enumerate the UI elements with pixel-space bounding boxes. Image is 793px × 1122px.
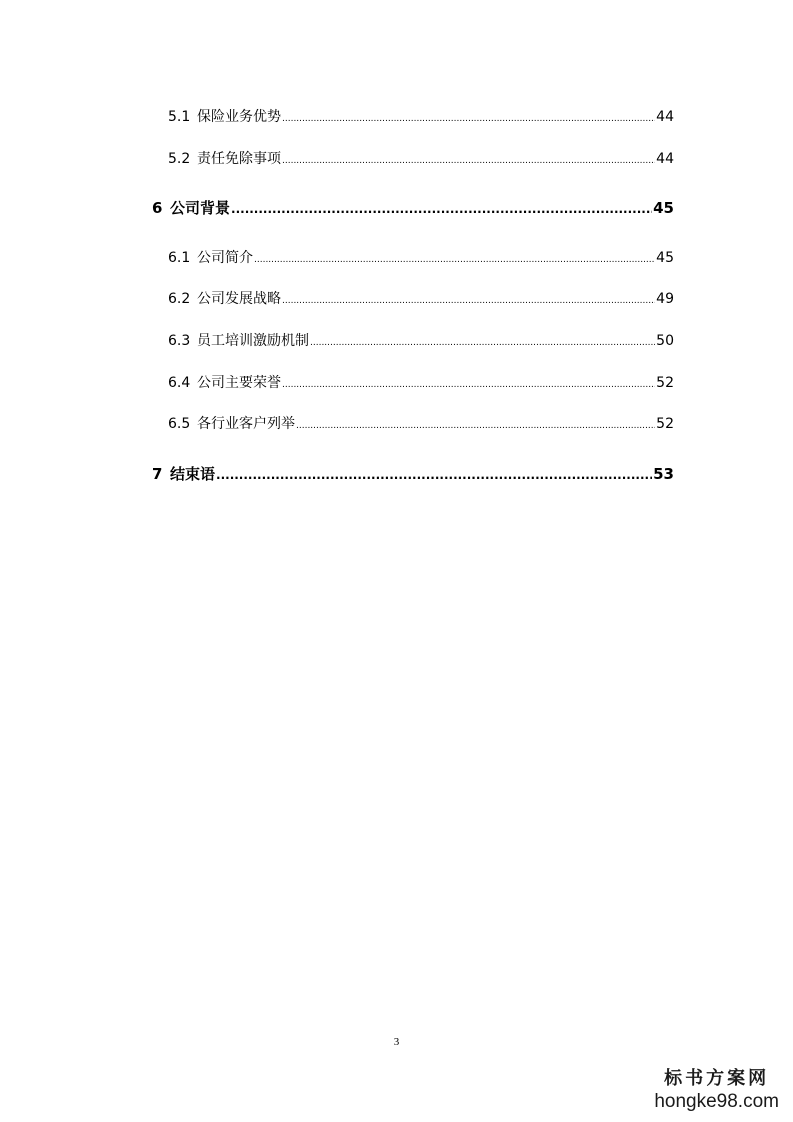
- toc-entry-number: 6: [152, 199, 163, 217]
- toc-entry[interactable]: [168, 148, 674, 170]
- toc-dot-leader: [231, 197, 652, 220]
- toc-chapter-entry[interactable]: [152, 463, 674, 485]
- toc-entry-page: 52: [656, 416, 674, 432]
- toc-entry-title: 责任免除事项: [197, 151, 281, 167]
- toc-entry-title: 结束语: [170, 465, 216, 483]
- toc-entry-title: 公司简介: [197, 250, 253, 266]
- toc-entry-title: 公司主要荣誉: [197, 375, 281, 391]
- toc-dot-leader: [310, 330, 655, 354]
- toc-dot-leader: [282, 372, 655, 396]
- toc-dot-leader: [296, 413, 655, 437]
- toc-entry-page: 44: [656, 109, 674, 125]
- watermark-domain-text: hongke98.com: [654, 1091, 779, 1112]
- page-number: 3: [393, 1036, 400, 1048]
- watermark-chinese-text: 标书方案网: [664, 1068, 770, 1089]
- toc-entry-title: 员工培训激励机制: [197, 333, 309, 349]
- toc-dot-leader: [216, 463, 652, 486]
- watermark-logo: [654, 1068, 779, 1114]
- toc-entry-number: 5.1: [168, 109, 191, 125]
- toc-entry-number: 5.2: [168, 151, 191, 167]
- toc-entry[interactable]: [168, 372, 674, 394]
- toc-entry-number: 6.3: [168, 333, 191, 349]
- toc-entry-page: 45: [656, 250, 674, 266]
- toc-entry-title: 公司发展战略: [197, 291, 281, 307]
- toc-entry-number: 6.1: [168, 250, 191, 266]
- toc-entry-page: 45: [653, 199, 674, 217]
- toc-entry[interactable]: [168, 106, 674, 128]
- toc-entry[interactable]: [168, 247, 674, 269]
- toc-entry[interactable]: [168, 413, 674, 435]
- toc-entry-title: 公司背景: [170, 199, 231, 217]
- toc-entry-page: 44: [656, 151, 674, 167]
- toc-chapter-entry[interactable]: [152, 197, 674, 219]
- toc-entry-page: 53: [653, 465, 674, 483]
- toc-entry-title: 保险业务优势: [197, 109, 281, 125]
- toc-entry-number: 7: [152, 465, 163, 483]
- toc-entry-page: 49: [656, 291, 674, 307]
- toc-entry-page: 50: [656, 333, 674, 349]
- toc-entry[interactable]: [168, 288, 674, 310]
- toc-entry-page: 52: [656, 375, 674, 391]
- toc-dot-leader: [282, 288, 655, 312]
- toc-entry-number: 6.2: [168, 291, 191, 307]
- toc-entry-number: 6.5: [168, 416, 191, 432]
- toc-entry-title: 各行业客户列举: [197, 416, 295, 432]
- toc-dot-leader: [282, 106, 655, 130]
- toc-dot-leader: [254, 247, 655, 271]
- toc-entry[interactable]: [168, 330, 674, 352]
- toc-dot-leader: [282, 148, 655, 172]
- toc-entry-number: 6.4: [168, 375, 191, 391]
